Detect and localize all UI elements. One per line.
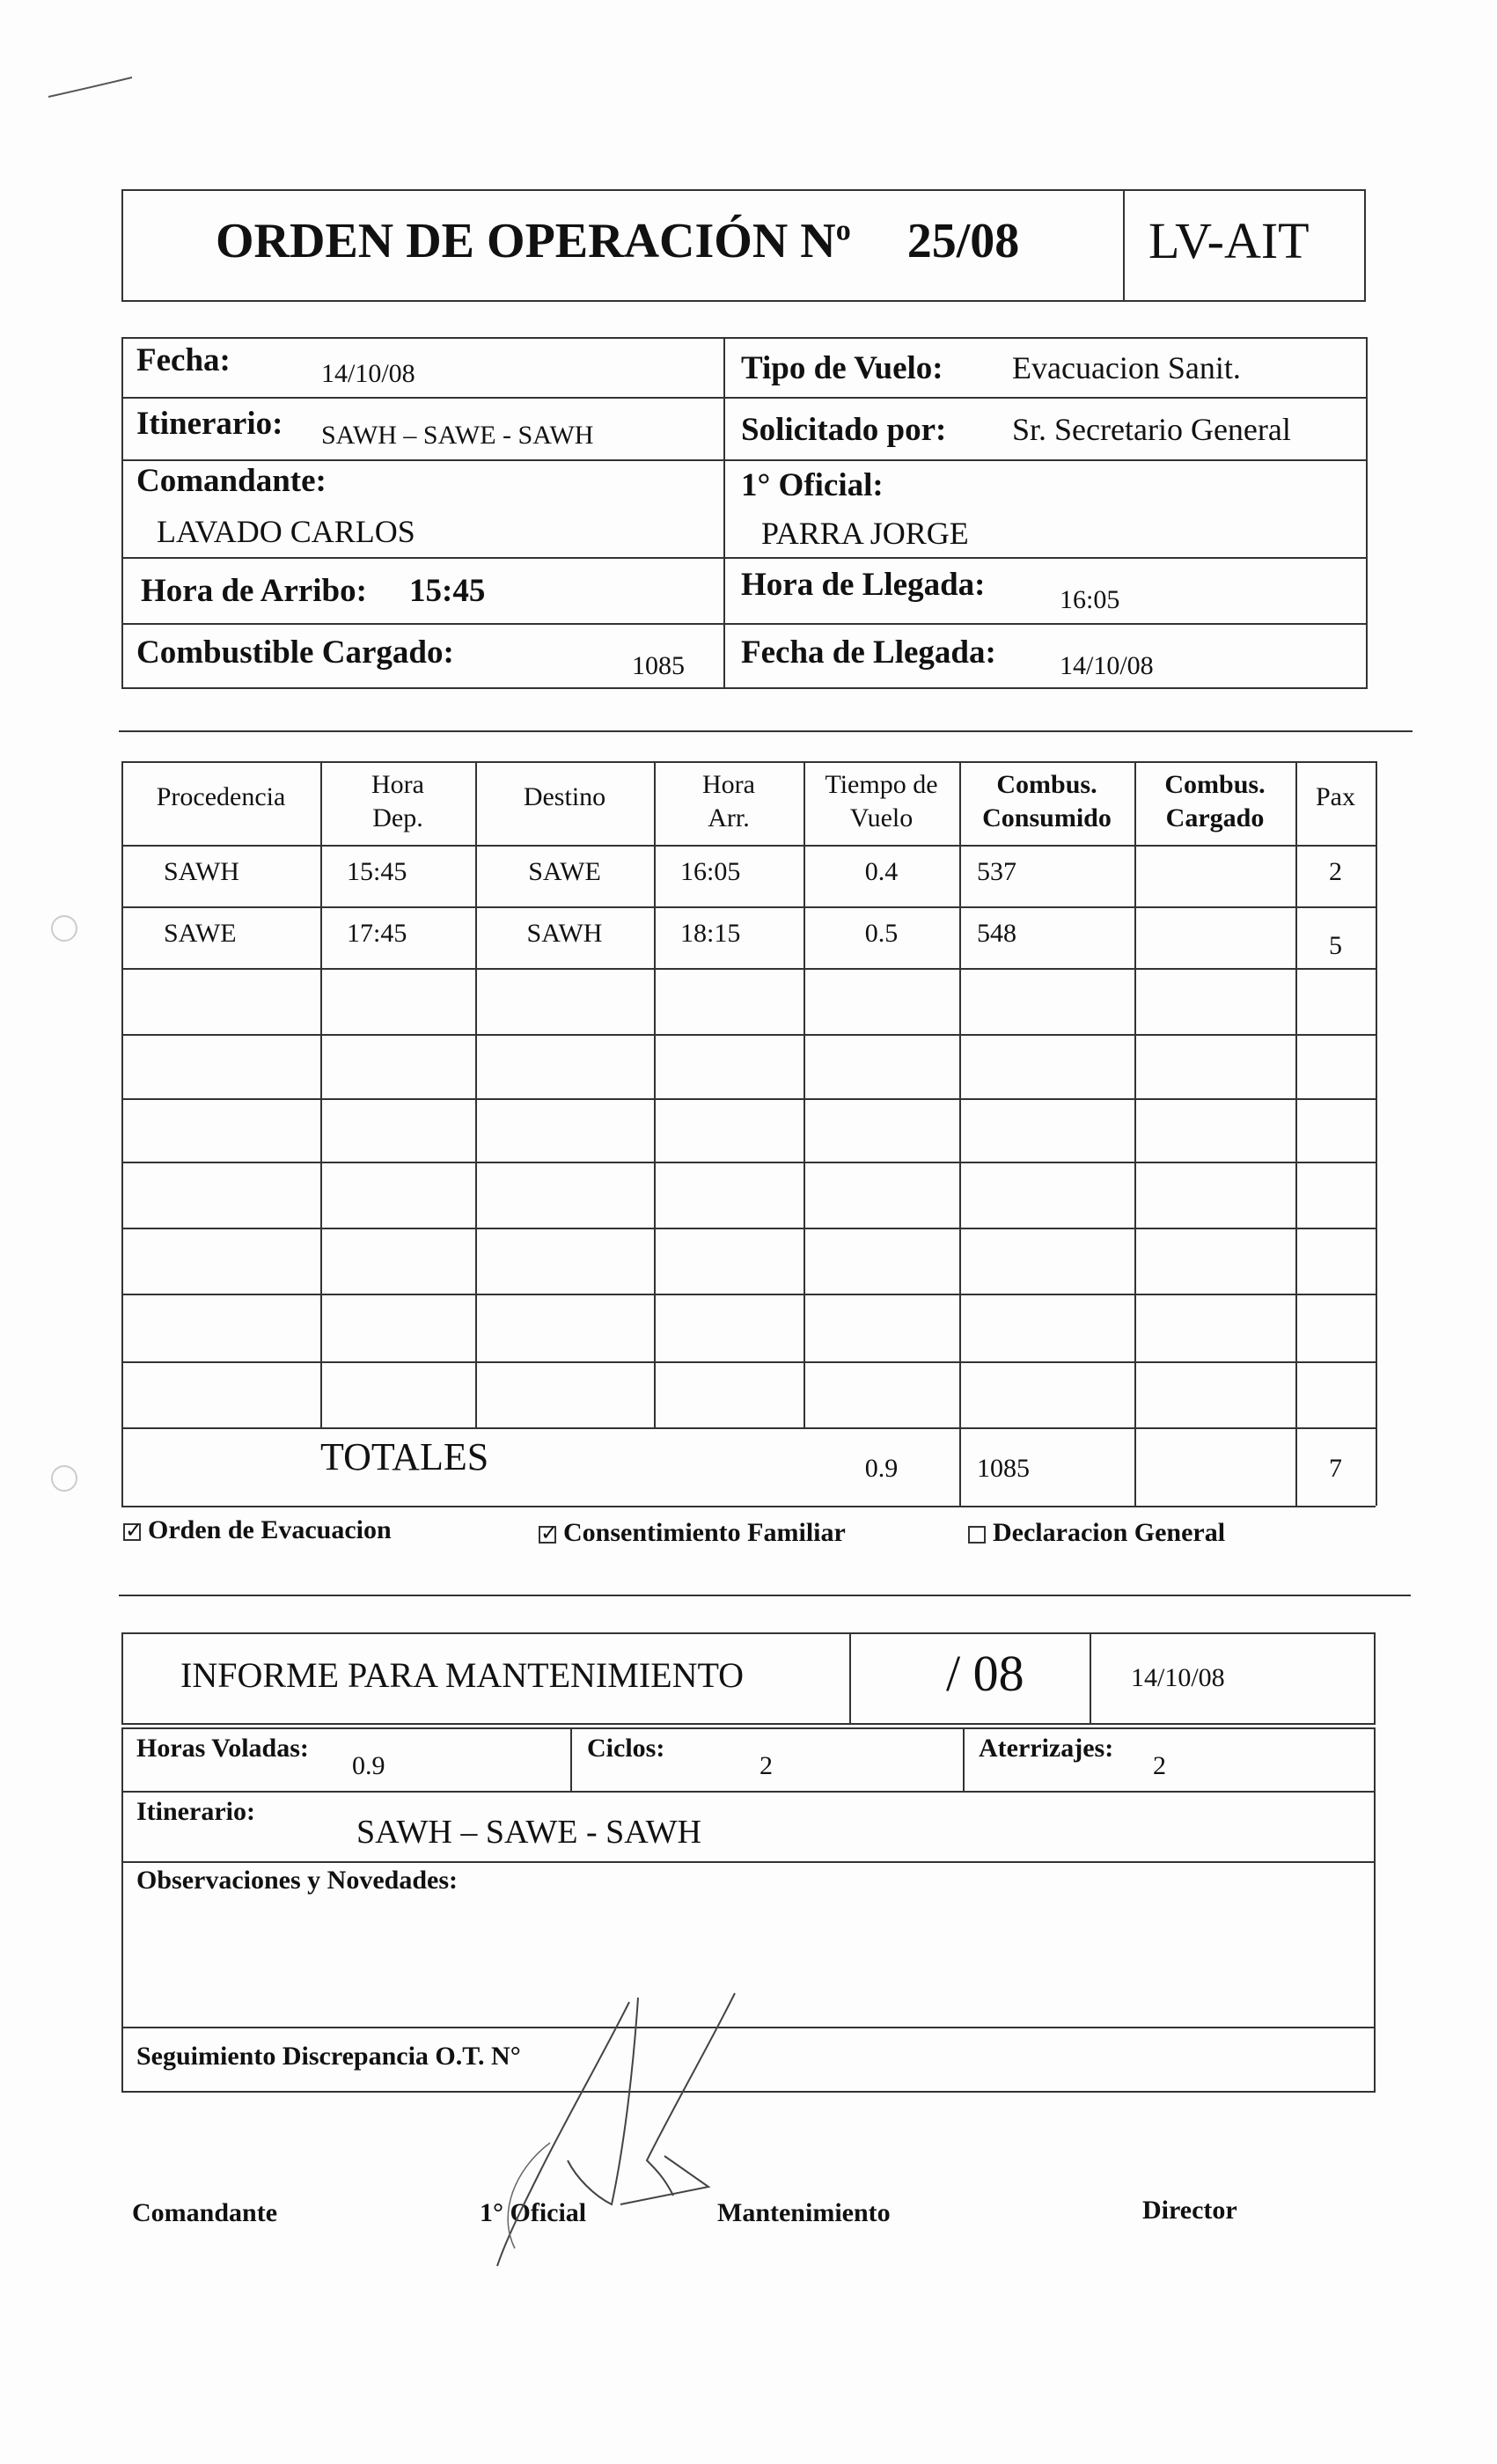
header-line: Dep.	[372, 803, 423, 832]
oficial-value: PARRA JORGE	[761, 516, 969, 551]
itinerario-value: SAWH – SAWE - SAWH	[321, 421, 594, 450]
signature-director: Director	[1142, 2196, 1237, 2225]
table-rule	[1376, 761, 1377, 1506]
aircraft-registration: LV-AIT	[1148, 212, 1310, 269]
ciclos-value: 2	[760, 1751, 773, 1780]
total-tiempo: 0.9	[864, 1454, 899, 1483]
table-header-cell	[654, 768, 804, 835]
header-line: Hora	[702, 770, 755, 799]
table-rule	[121, 1228, 1376, 1229]
horas-voladas-label: Horas Voladas:	[136, 1734, 309, 1763]
maintenance-date: 14/10/08	[1131, 1663, 1225, 1692]
table-cell: 548	[977, 919, 1016, 948]
handwritten-signature	[444, 1984, 761, 2275]
header-line: Pax	[1316, 782, 1355, 811]
aterrizajes-value: 2	[1153, 1751, 1166, 1780]
checkbox-icon	[539, 1526, 556, 1544]
combustible-label: Combustible Cargado:	[136, 634, 454, 671]
punch-hole	[51, 915, 77, 942]
table-rule	[654, 761, 656, 1427]
table-rule	[121, 1294, 1376, 1295]
table-cell: 0.4	[864, 857, 899, 886]
table-cell: SAWE	[164, 919, 237, 948]
table-cell: 16:05	[680, 857, 741, 886]
ciclos-label: Ciclos:	[587, 1734, 665, 1763]
table-rule	[121, 761, 123, 1506]
header-line: Combus.	[996, 770, 1097, 799]
solicitado-value: Sr. Secretario General	[1012, 412, 1291, 447]
table-cell: SAWH	[164, 857, 239, 886]
checkbox-declaracion-general[interactable]: Declaracion General	[968, 1518, 1225, 1548]
table-rule	[121, 761, 1376, 763]
table-rule	[121, 1506, 1376, 1507]
table-cell: 2	[1329, 857, 1342, 886]
maintenance-number: / 08	[946, 1645, 1024, 1702]
hora-llegada-label: Hora de Llegada:	[741, 567, 986, 603]
order-title: ORDEN DE OPERACIÓN $N^o$ 25/08	[216, 214, 1020, 268]
table-header-cell	[804, 768, 959, 835]
hora-arribo-label: Hora de Arribo:	[141, 573, 367, 609]
itinerario-label: Itinerario:	[136, 406, 283, 442]
table-header-cell	[475, 781, 654, 814]
comandante-label: Comandante:	[136, 463, 327, 499]
observaciones-label: Observaciones y Novedades:	[136, 1866, 458, 1895]
table-rule	[1134, 761, 1136, 1506]
maintenance-title: INFORME PARA MANTENIMIENTO	[180, 1655, 745, 1695]
signature-mantenimiento: Mantenimiento	[717, 2198, 891, 2227]
table-header-cell	[1134, 768, 1295, 835]
checkbox-icon	[968, 1526, 986, 1544]
horas-voladas-value: 0.9	[352, 1751, 385, 1780]
totals-label: TOTALES	[320, 1435, 489, 1478]
header-line: Consumido	[982, 803, 1112, 832]
header-line: Destino	[523, 782, 606, 811]
divider	[119, 1595, 1411, 1596]
table-cell: SAWE	[528, 857, 601, 886]
table-header-cell	[121, 781, 320, 814]
maint-itinerario-label: Itinerario:	[136, 1797, 255, 1826]
table-cell: SAWH	[526, 919, 603, 948]
table-rule	[121, 1034, 1376, 1036]
table-cell: 0.5	[864, 919, 899, 948]
table-rule	[121, 1098, 1376, 1100]
pen-mark	[44, 70, 141, 106]
checkbox-orden-evacuacion[interactable]: ✓Orden de Evacuacion	[123, 1515, 392, 1545]
order-number: 25/08	[906, 214, 1020, 268]
punch-hole	[51, 1465, 77, 1492]
header-line: Vuelo	[849, 803, 914, 832]
total-consumido: 1085	[977, 1454, 1030, 1483]
combustible-value: 1085	[632, 651, 685, 680]
table-rule	[121, 906, 1376, 908]
table-cell: 537	[977, 857, 1016, 886]
table-rule	[121, 1427, 1376, 1429]
header-line: Cargado	[1165, 803, 1265, 832]
table-rule	[959, 761, 961, 1506]
maint-itinerario-value: SAWH – SAWE - SAWH	[356, 1814, 701, 1851]
table-header-cell	[320, 768, 475, 835]
table-cell: 17:45	[347, 919, 407, 948]
divider	[119, 730, 1413, 732]
solicitado-label: Solicitado por:	[741, 412, 947, 448]
tipo-vuelo-label: Tipo de Vuelo:	[741, 350, 943, 386]
hora-llegada-value: 16:05	[1060, 585, 1120, 614]
table-rule	[121, 1162, 1376, 1163]
fecha-llegada-label: Fecha de Llegada:	[741, 634, 996, 671]
header-line: Arr.	[708, 803, 750, 832]
aterrizajes-label: Aterrizajes:	[979, 1734, 1114, 1763]
comandante-value: LAVADO CARLOS	[157, 514, 415, 549]
seguimiento-label: Seguimiento Discrepancia O.T. N°	[136, 2042, 521, 2071]
table-cell: 18:15	[680, 919, 741, 948]
header-line: Combus.	[1164, 770, 1266, 799]
header-line: Procedencia	[156, 782, 286, 811]
table-rule	[320, 761, 322, 1427]
table-rule	[121, 845, 1376, 847]
table-cell: 5	[1329, 931, 1342, 960]
signature-oficial: 1° Oficial	[480, 2198, 587, 2227]
checkbox-icon	[123, 1523, 141, 1541]
checkbox-consentimiento-familiar[interactable]: ✓ Consentimiento Familiar	[539, 1518, 846, 1548]
total-pax: 7	[1329, 1454, 1342, 1483]
oficial-label: 1° Oficial:	[741, 467, 884, 503]
fecha-llegada-value: 14/10/08	[1060, 651, 1154, 680]
fecha-value: 14/10/08	[321, 359, 415, 388]
table-rule	[121, 1361, 1376, 1363]
fecha-label: Fecha:	[136, 342, 231, 378]
hora-arribo-value: 15:45	[409, 573, 486, 609]
table-header-cell	[1295, 781, 1376, 814]
header-line: Hora	[371, 770, 424, 799]
tipo-vuelo-value: Evacuacion Sanit.	[1012, 350, 1241, 385]
table-rule	[121, 968, 1376, 970]
table-cell: 15:45	[347, 857, 407, 886]
table-header-cell	[959, 768, 1134, 835]
signature-comandante: Comandante	[132, 2198, 278, 2227]
header-line: Tiempo de	[825, 770, 938, 799]
